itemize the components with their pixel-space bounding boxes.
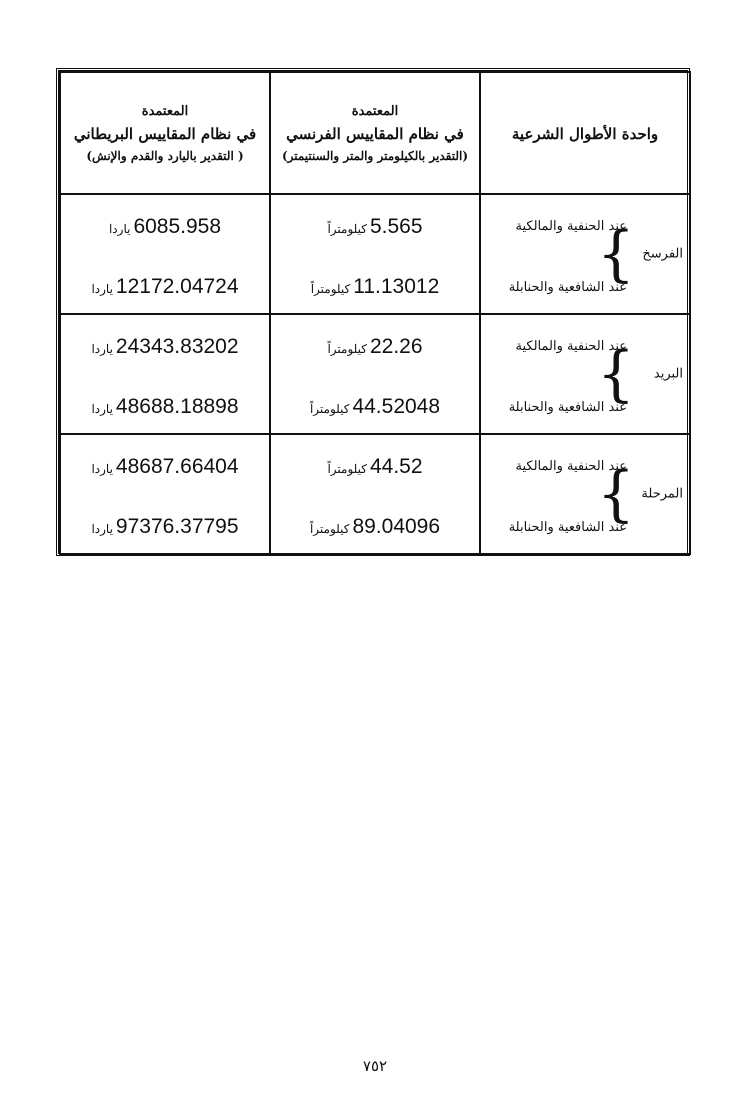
yd-number: 48687.66404 <box>115 455 239 478</box>
french-value-cell <box>270 314 480 434</box>
yd-unit: ياردا <box>91 522 113 536</box>
british-value-cell <box>60 314 270 434</box>
yd-value-1 <box>61 215 269 239</box>
yd-value-1 <box>61 455 269 479</box>
km-unit: كيلومتراً <box>309 522 350 536</box>
british-value-cell <box>60 194 270 314</box>
km-unit: كيلومتراً <box>327 462 367 476</box>
madhhab-shafii-hanbali: عند الشافعية والحنابلة <box>508 400 627 415</box>
km-number: 44.52 <box>369 455 423 478</box>
yd-unit: ياردا <box>91 342 113 356</box>
page-number: ٧٥٢ <box>362 1057 388 1075</box>
km-value-1 <box>271 455 479 479</box>
header-row <box>60 72 690 194</box>
header-unit <box>480 72 690 194</box>
table-row <box>60 434 690 554</box>
yd-value-2 <box>61 515 269 539</box>
header-british-line3: ( التقدير باليارد والقدم والإنش) <box>86 148 244 163</box>
french-value-cell <box>270 434 480 554</box>
unit-cell <box>480 194 690 314</box>
unit-cell <box>480 434 690 554</box>
unit-name: المرحلة <box>641 486 683 502</box>
yd-number: 48688.18898 <box>115 395 239 418</box>
yd-value-2 <box>61 395 269 419</box>
yd-unit: ياردا <box>91 402 113 416</box>
header-british-line2: في نظام المقاييس البريطاني <box>73 124 257 143</box>
british-value-cell <box>60 434 270 554</box>
yd-number: 12172.04724 <box>115 275 239 298</box>
km-number: 44.52048 <box>352 395 441 418</box>
header-british-line1: المعتمدة <box>141 103 189 119</box>
header-french-line2: في نظام المقاييس الفرنسي <box>286 124 464 143</box>
header-french-line3: (التقدير بالكيلومتر والمتر والسنتيمتر) <box>281 148 469 163</box>
km-number: 5.565 <box>369 215 423 238</box>
yd-number: 24343.83202 <box>115 335 239 358</box>
km-value-1 <box>271 335 479 359</box>
km-value-1 <box>271 215 479 239</box>
header-french-line1: المعتمدة <box>351 103 399 119</box>
yd-unit: ياردا <box>91 462 113 476</box>
yd-unit: ياردا <box>108 222 131 236</box>
unit-name: البريد <box>653 366 683 382</box>
brace-icon: } <box>596 219 635 289</box>
brace-icon: } <box>596 459 635 529</box>
header-french <box>270 72 480 194</box>
header-unit-label: واحدة الأطوال الشرعية <box>511 124 659 143</box>
yd-unit: ياردا <box>91 282 113 296</box>
madhhab-shafii-hanbali: عند الشافعية والحنابلة <box>508 280 627 295</box>
km-unit: كيلومتراً <box>327 342 367 356</box>
km-unit: كيلومتراً <box>310 282 351 296</box>
madhhab-shafii-hanbali: عند الشافعية والحنابلة <box>508 520 627 535</box>
km-unit: كيلومتراً <box>309 402 350 416</box>
km-value-2 <box>271 395 479 419</box>
brace-icon: } <box>596 339 635 409</box>
km-number: 11.13012 <box>353 275 440 298</box>
madhhab-hanafi-maliki: عند الحنفية والمالكية <box>515 219 627 234</box>
madhhab-hanafi-maliki: عند الحنفية والمالكية <box>515 339 627 354</box>
km-value-2 <box>271 275 479 299</box>
yd-number: 97376.37795 <box>115 515 239 538</box>
yd-value-1 <box>61 335 269 359</box>
header-british <box>60 72 270 194</box>
km-value-2 <box>271 515 479 539</box>
length-units-table <box>59 71 691 555</box>
yd-number: 6085.958 <box>133 215 222 238</box>
yd-value-2 <box>61 275 269 299</box>
km-unit: كيلومتراً <box>327 222 367 236</box>
french-value-cell <box>270 194 480 314</box>
unit-name: الفرسخ <box>642 246 683 262</box>
madhhab-hanafi-maliki: عند الحنفية والمالكية <box>515 459 627 474</box>
km-number: 22.26 <box>369 335 423 358</box>
table-row <box>60 194 690 314</box>
unit-cell <box>480 314 690 434</box>
km-number: 89.04096 <box>352 515 441 538</box>
table-row <box>60 314 690 434</box>
